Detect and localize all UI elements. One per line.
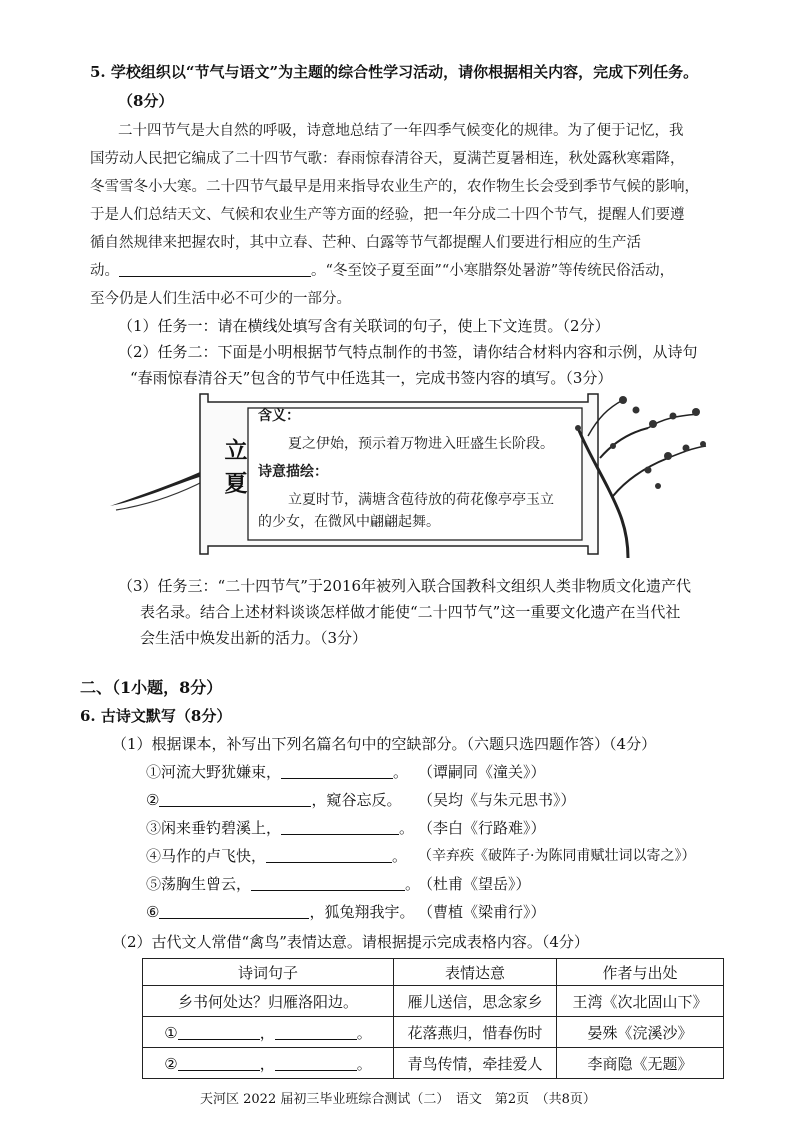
q6-item-2-pre: ② (146, 791, 160, 809)
table-row-2-blank-b[interactable] (275, 1055, 357, 1071)
task3-line-2: 表名录。结合上述材料谈谈怎样做才能使“二十四节气”这一重要文化遗产在当代社 (140, 603, 681, 621)
q6-item-1 (146, 762, 408, 782)
q6-item-3-source: （李白《行路难》） (418, 819, 546, 837)
bookmark-term: 立夏 (224, 437, 248, 497)
table-row-1-sep: ， (259, 1023, 275, 1042)
bookmark-poetic-label: 诗意描绘： (258, 464, 328, 480)
q6-item-6-source: （曹植《梁甫行》） (418, 903, 546, 921)
q6-item-4-pre: ④马作的卢飞快， (146, 847, 267, 865)
passage-line-6b: 。“冬至饺子夏至面”“小寒腊祭处暑游”等传统民俗活动， (311, 263, 675, 279)
bookmark-poetic-text-1: 立夏时节，满塘含苞待放的荷花像亭亭玉立 (288, 492, 554, 508)
table-row-2-end: 。 (356, 1054, 372, 1073)
table-cell-author: 晏殊《浣溪沙》 (557, 1017, 724, 1048)
q6-item-4 (146, 846, 407, 866)
passage-line-5: 循自然规律来把握农时，其中立春、芒种、白露等节气都提醒人们要进行相应的生产活 (90, 235, 641, 251)
q5-points: （8分） (118, 92, 174, 110)
passage-line-1: 二十四节气是大自然的呼吸，诗意地总结了一年四季气候变化的规律。为了便于记忆，我 (118, 123, 684, 139)
q6-item-2 (146, 790, 401, 810)
q6-item-5-post: 。 (405, 875, 421, 893)
q6-item-5-pre: ⑤荡胸生曾云， (146, 875, 252, 893)
table-cell-emotion: 花落燕归，惜春伤时 (394, 1017, 557, 1048)
table-row (143, 1017, 724, 1048)
task1-answer-blank[interactable] (119, 261, 311, 277)
table-cell-author: 李商隐《无题》 (557, 1048, 724, 1079)
q6-title: 6. 古诗文默写（8分） (80, 707, 232, 725)
q6-item-4-post: 。 (392, 847, 408, 865)
table-row-1-end: 。 (356, 1023, 372, 1042)
q5-stem (90, 62, 698, 82)
table-row-2-blank-a[interactable] (178, 1055, 260, 1071)
passage-line-3: 冬雪雪冬小大寒。二十四节气最早是用来指导农业生产的，农作物生长会受到季节气候的影响， (90, 179, 699, 195)
q6-item-6-blank[interactable] (159, 903, 309, 919)
table-cell-emotion: 雁儿送信，思念家乡 (394, 986, 557, 1017)
q6-part2: （2）古代文人常借“禽鸟”表情达意。请根据提示完成表格内容。（4分） (112, 933, 589, 951)
passage-line-6 (90, 261, 674, 281)
q6-item-5 (146, 874, 420, 894)
passage-line-2: 国劳动人民把它编成了二十四节气歌：春雨惊春清谷天，夏满芒夏暑相连，秋处露秋寒霜降， (90, 151, 685, 167)
q6-item-1-blank[interactable] (281, 763, 393, 779)
table-header-author: 作者与出处 (557, 959, 724, 986)
passage-line-7: 至今仍是人们生活中必不可少的一部分。 (90, 291, 351, 307)
table-cell-sentence: 乡书何处达？归雁洛阳边。 (143, 986, 394, 1017)
bookmark-meaning-label: 含义： (258, 408, 300, 424)
q6-item-1-pre: ①河流大野犹嫌束， (146, 763, 282, 781)
q6-item-1-source: （谭嗣同《潼关》） (418, 763, 546, 781)
table-cell-sentence-blank (143, 1017, 394, 1048)
task3-line-1: （3）任务三：“二十四节气”于2016年被列入联合国教科文组织人类非物质文化遗产代 (118, 577, 692, 595)
table-row (143, 986, 724, 1017)
q6-item-3-pre: ③闲来垂钓碧溪上， (146, 819, 282, 837)
table-row-1-blank-a[interactable] (178, 1024, 260, 1040)
bookmark-illustration (108, 388, 708, 560)
table-row-1-num: ① (164, 1023, 178, 1042)
table-row-1-blank-b[interactable] (275, 1024, 357, 1040)
q6-item-3-post: 。 (399, 819, 415, 837)
q6-item-3 (146, 818, 414, 838)
poem-table (142, 958, 724, 1079)
page-footer: 天河区 2022 届初三毕业班综合测试（二） 语文 第2页 （共8页） (200, 1092, 596, 1107)
task1: （1）任务一：请在横线处填写含有关联词的句子，使上下文连贯。（2分） (118, 317, 610, 335)
q5-number: 5. (90, 63, 106, 81)
q6-part1: （1）根据课本，补写出下列名篇名句中的空缺部分。（六题只选四题作答）（4分） (112, 735, 657, 753)
task3-line-3: 会生活中焕发出新的活力。（3分） (140, 629, 368, 647)
table-header-emotion: 表情达意 (394, 959, 557, 986)
q6-item-1-post: 。 (393, 763, 409, 781)
q6-item-2-source: （吴均《与朱元思书》） (418, 791, 576, 809)
q6-item-4-blank[interactable] (266, 847, 392, 863)
table-cell-author: 王湾《次北固山下》 (557, 986, 724, 1017)
section2-heading: 二、（1小题，8分） (80, 678, 223, 697)
q6-item-4-source: （辛弃疾《破阵子·为陈同甫赋壮词以寄之》） (418, 848, 696, 864)
q6-item-3-blank[interactable] (281, 819, 399, 835)
table-row-2-sep: ， (259, 1054, 275, 1073)
tassel-string (116, 480, 206, 510)
q6-item-6 (146, 902, 414, 922)
q6-item-5-source: （杜甫《望岳》） (418, 875, 531, 893)
q6-item-5-blank[interactable] (251, 875, 405, 891)
bookmark-meaning-text: 夏之伊始，预示着万物进入旺盛生长阶段。 (288, 436, 554, 452)
table-row-2-num: ② (164, 1054, 178, 1073)
table-header-sentence: 诗词句子 (143, 959, 394, 986)
table-header-row (143, 959, 724, 986)
q6-item-2-blank[interactable] (159, 791, 311, 807)
passage-line-4: 于是人们总结天文、气候和农业生产等方面的经验，把一年分成二十四个节气，提醒人们要遵 (90, 207, 685, 223)
q6-item-6-post: ，狐兔翔我宇。 (309, 903, 415, 921)
table-cell-emotion: 青鸟传情，牵挂爱人 (394, 1048, 557, 1079)
table-row (143, 1048, 724, 1079)
table-cell-sentence-blank (143, 1048, 394, 1079)
passage-line-6a: 动。 (90, 263, 119, 279)
q6-item-6-pre: ⑥ (146, 903, 160, 921)
q5-stem-text: 学校组织以“节气与语文”为主题的综合性学习活动，请你根据相关内容，完成下列任务。 (110, 63, 699, 81)
bookmark-poetic-text-2: 的少女，在微风中翩翩起舞。 (258, 514, 440, 530)
q6-item-2-post: ，窥谷忘反。 (311, 791, 402, 809)
task2-line-1: （2）任务二：下面是小明根据节气特点制作的书签，请你结合材料内容和示例，从诗句 (118, 343, 698, 361)
task2-line-2: “春雨惊春清谷天”包含的节气中任选其一，完成书签内容的填写。（3分） (130, 369, 613, 387)
